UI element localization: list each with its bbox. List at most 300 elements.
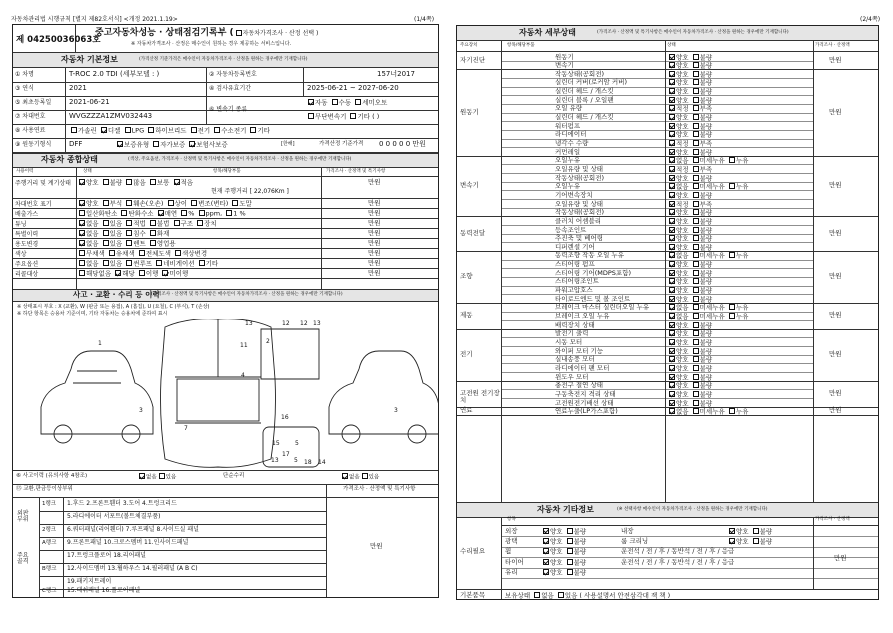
- checkbox[interactable]: [669, 313, 675, 319]
- checkbox[interactable]: [79, 200, 85, 206]
- checkbox[interactable]: [669, 218, 675, 224]
- svg-text:3: 3: [139, 407, 143, 414]
- checkbox[interactable]: [567, 569, 573, 575]
- other-item: 룸 크리닝: [621, 536, 649, 545]
- checkbox[interactable]: [669, 131, 675, 137]
- row-line: [501, 337, 813, 338]
- checkbox[interactable]: [103, 200, 109, 206]
- row-line: [13, 138, 439, 139]
- checkbox[interactable]: [693, 382, 699, 388]
- checkbox[interactable]: [669, 339, 675, 345]
- checkbox[interactable]: [669, 348, 675, 354]
- checkbox[interactable]: [729, 538, 735, 544]
- checkbox[interactable]: [669, 278, 675, 284]
- checkbox[interactable]: [693, 252, 699, 258]
- checkbox[interactable]: [153, 141, 159, 147]
- checkbox[interactable]: [729, 252, 735, 258]
- checkbox[interactable]: [693, 175, 699, 181]
- detail-status: 양호 불량: [667, 123, 712, 130]
- overall-col: 사용이력: [16, 169, 34, 174]
- checkbox[interactable]: [150, 179, 156, 185]
- checkbox[interactable]: [693, 391, 699, 397]
- checkbox[interactable]: [693, 209, 699, 215]
- checkbox[interactable]: [669, 175, 675, 181]
- checkbox[interactable]: [103, 179, 109, 185]
- checkbox[interactable]: [669, 296, 675, 302]
- document-number: 제 04250036063호: [16, 35, 101, 45]
- checkbox[interactable]: [669, 166, 675, 172]
- checkbox[interactable]: [156, 260, 162, 266]
- row-line: [501, 363, 813, 364]
- detail-status: 양호 불량: [667, 374, 712, 381]
- checkbox[interactable]: [693, 348, 699, 354]
- detail-status: 양호 불량: [667, 227, 712, 234]
- checkbox[interactable]: [79, 260, 85, 266]
- detail-item: 오일유량 및 상태: [555, 199, 604, 208]
- svg-text:13: 13: [271, 457, 279, 464]
- row-line: [501, 277, 813, 278]
- detail-item: 스티어링조인트: [555, 277, 599, 286]
- detail-status: 양호 불량: [667, 348, 712, 355]
- manwon-repair: 만원: [370, 542, 383, 550]
- rank-parts: 1.후드 2.프론트휀더 3.도어 4.트렁크리드: [67, 500, 177, 507]
- manwon: 만원: [368, 209, 381, 217]
- checkbox[interactable]: [669, 408, 675, 414]
- svg-text:14: 14: [318, 459, 326, 466]
- checkbox[interactable]: [669, 322, 675, 328]
- row-line: [501, 312, 813, 313]
- detail-item: 오일누유: [555, 156, 581, 165]
- row-line: [39, 524, 326, 525]
- manwon: 만원: [368, 259, 381, 267]
- checkbox[interactable]: [543, 548, 549, 554]
- checkbox[interactable]: [191, 127, 197, 133]
- checkbox[interactable]: [669, 149, 675, 155]
- checkbox[interactable]: [669, 374, 675, 380]
- other-item: 운전석 / 전 / 후 / 동반석 / 전 / 후 / 응급: [621, 547, 735, 556]
- checkbox[interactable]: [693, 123, 699, 129]
- svg-text:7: 7: [184, 425, 188, 432]
- checkbox[interactable]: [543, 528, 549, 534]
- checkbox[interactable]: [669, 391, 675, 397]
- checkbox[interactable]: [121, 210, 127, 216]
- checkbox[interactable]: [693, 322, 699, 328]
- checkbox[interactable]: [693, 304, 699, 310]
- row-line: [501, 268, 813, 269]
- detail-status: 없음 미세누유 누유: [667, 183, 748, 190]
- row-line: [501, 286, 813, 287]
- fuel-options: 가솔린 디젤 LPG 하이브리드 전기 수소전기 기타: [69, 127, 270, 134]
- checkbox[interactable]: [543, 538, 549, 544]
- checkbox[interactable]: [232, 200, 238, 206]
- detail-status: 양호 불량: [667, 218, 712, 225]
- checkbox[interactable]: [79, 230, 85, 236]
- price-value: 0 0 0 0 0 만원: [379, 140, 426, 148]
- detail-item: 작동상태(공회전): [555, 173, 605, 182]
- checkbox[interactable]: [693, 183, 699, 189]
- checkbox[interactable]: [669, 365, 675, 371]
- detail-item: 라디에이터 팬 모터: [555, 363, 610, 372]
- checkbox[interactable]: [103, 260, 109, 266]
- checkbox[interactable]: [693, 235, 699, 241]
- row-line: [39, 550, 326, 551]
- checkbox[interactable]: [729, 183, 735, 189]
- checkbox[interactable]: [101, 127, 107, 133]
- basic-value: T-ROC 2.0 TDI (세부모델 : ): [69, 70, 160, 78]
- detail-item: 작동상태(공회전): [555, 208, 605, 217]
- row-line: [501, 139, 813, 140]
- detail-item: 오일 유량: [555, 104, 583, 113]
- basic-label: ③ 연식: [15, 85, 34, 92]
- checkbox[interactable]: [669, 201, 675, 207]
- overall-col: 가격조사 · 산정액 및 특기사항: [326, 169, 386, 174]
- detail-status: 양호 불량: [667, 339, 712, 346]
- manwon: 만원: [368, 269, 381, 277]
- manwon: 만원: [368, 199, 381, 207]
- checkbox[interactable]: [693, 71, 699, 77]
- checkbox[interactable]: [150, 240, 156, 246]
- checkbox[interactable]: [669, 209, 675, 215]
- row-line: [501, 199, 813, 200]
- checkbox[interactable]: [71, 127, 77, 133]
- detail-item: 오일유량 및 상태: [555, 164, 604, 173]
- checkbox[interactable]: [199, 210, 205, 216]
- period-value: 2025-06-21 ~ 2027-06-20: [307, 84, 399, 92]
- other-item: 운전석 / 전 / 후 / 동반석 / 전 / 후 / 응급: [621, 557, 735, 566]
- detail-item: 클러치 어셈블리: [555, 216, 602, 225]
- price-service-checkbox[interactable]: [236, 30, 242, 36]
- checkbox[interactable]: [669, 304, 675, 310]
- checkbox[interactable]: [669, 400, 675, 406]
- detail-item: 냉각수 수량: [555, 139, 589, 147]
- checkbox[interactable]: [693, 149, 699, 155]
- detail-item: 기어변속장치: [555, 190, 593, 199]
- checkbox[interactable]: [308, 99, 314, 105]
- detail-item: 시동 모터: [555, 337, 583, 346]
- svg-text:15: 15: [272, 440, 280, 447]
- checkbox[interactable]: [693, 157, 699, 163]
- checkbox[interactable]: [139, 250, 145, 256]
- checkbox[interactable]: [126, 200, 132, 206]
- manwon: 만원: [368, 249, 381, 257]
- detail-status: 양호 불량: [667, 235, 712, 242]
- checkbox[interactable]: [669, 105, 675, 111]
- basic-items: 보유상태 없음 있음 ( 사용설명서 안전삼각대 잭 책 ): [505, 591, 671, 600]
- checkbox[interactable]: [693, 278, 699, 284]
- rank-label: 1랭크: [42, 501, 57, 507]
- checkbox[interactable]: [148, 127, 154, 133]
- checkbox[interactable]: [669, 97, 675, 103]
- detail-item: 등속조인트: [555, 225, 587, 234]
- other-status: 양호 불량: [727, 528, 772, 535]
- other-status: 양호 불량: [541, 538, 586, 545]
- row-line: [501, 121, 813, 122]
- detail-item: 워터펌프: [555, 121, 581, 130]
- detail-status: 양호 불량: [667, 244, 712, 251]
- checkbox[interactable]: [693, 244, 699, 250]
- overall-status: 없음 있음 적법 불법 구조 장치: [77, 220, 217, 227]
- checkbox[interactable]: [162, 270, 168, 276]
- checkbox[interactable]: [669, 244, 675, 250]
- svg-text:11: 11: [240, 342, 248, 349]
- checkbox[interactable]: [693, 201, 699, 207]
- checkbox[interactable]: [669, 192, 675, 198]
- detail-status: 양호 불량: [667, 192, 712, 199]
- other-col: 가격조사 · 산정액: [815, 517, 850, 522]
- checkbox[interactable]: [693, 114, 699, 120]
- detail-group: 제동: [460, 310, 473, 319]
- checkbox[interactable]: [543, 559, 549, 565]
- checkbox[interactable]: [669, 123, 675, 129]
- detail-status: 양호 불량: [667, 382, 712, 389]
- row-line: [501, 182, 813, 183]
- row-line: [13, 124, 439, 125]
- checkbox[interactable]: [174, 179, 180, 185]
- other-status: 양호 불량: [727, 538, 772, 545]
- trans-options: 자동 수동 세미오토: [306, 99, 387, 106]
- checkbox[interactable]: [693, 365, 699, 371]
- section-note-other: (※ 선택사항 매수인이 자동차가격조사 · 산정을 원하는 경우에만 기재합니다): [617, 507, 768, 512]
- checkbox[interactable]: [693, 374, 699, 380]
- checkbox[interactable]: [669, 54, 675, 60]
- checkbox[interactable]: [79, 240, 85, 246]
- checkbox[interactable]: [79, 250, 85, 256]
- checkbox[interactable]: [139, 270, 145, 276]
- warranty-options: 보증유형 자가보증 보험사보증: [115, 141, 228, 148]
- checkbox[interactable]: [197, 220, 203, 226]
- checkbox[interactable]: [567, 528, 573, 534]
- checkbox[interactable]: [126, 260, 132, 266]
- detail-item: 라디에이터: [555, 130, 587, 139]
- checkbox[interactable]: [753, 528, 759, 534]
- checkbox[interactable]: [150, 220, 156, 226]
- col-line: [65, 68, 66, 152]
- overall-status: 양호 부식 훼손(오손) 상이 변조(변타) 도말: [77, 200, 252, 207]
- checkbox[interactable]: [669, 62, 675, 68]
- checkbox[interactable]: [693, 105, 699, 111]
- row-line: [457, 589, 879, 590]
- checkbox[interactable]: [158, 210, 164, 216]
- checkbox[interactable]: [753, 538, 759, 544]
- checkbox[interactable]: [669, 71, 675, 77]
- detail-item: 구동축전지 격리 상태: [555, 389, 616, 398]
- row-line: [501, 234, 813, 235]
- checkbox[interactable]: [103, 230, 109, 236]
- checkbox[interactable]: [669, 270, 675, 276]
- checkbox[interactable]: [693, 296, 699, 302]
- checkbox[interactable]: [669, 88, 675, 94]
- detail-item: 추진축 및 베어링: [555, 234, 604, 243]
- checkbox[interactable]: [669, 330, 675, 336]
- svg-text:3: 3: [394, 407, 398, 414]
- checkbox[interactable]: [109, 250, 115, 256]
- detail-status: 양호 불량: [667, 278, 712, 285]
- checkbox[interactable]: [693, 166, 699, 172]
- checkbox[interactable]: [669, 287, 675, 293]
- checkbox[interactable]: [355, 99, 361, 105]
- rank-label: A랭크: [42, 540, 57, 546]
- checkbox[interactable]: [729, 313, 735, 319]
- checkbox[interactable]: [693, 313, 699, 319]
- section-note-basic: (가격산정 기준가격은 매수인이 자동차가격조사 · 산정을 원하는 경우에만 기재합니다): [139, 57, 308, 62]
- checkbox[interactable]: [693, 131, 699, 137]
- checkbox[interactable]: [115, 270, 121, 276]
- checkbox[interactable]: [693, 356, 699, 362]
- row-line: [39, 511, 326, 512]
- checkbox[interactable]: [181, 210, 187, 216]
- checkbox[interactable]: [669, 261, 675, 267]
- checkbox[interactable]: [214, 127, 220, 133]
- checkbox[interactable]: [226, 210, 232, 216]
- checkbox[interactable]: [693, 62, 699, 68]
- other-item: 휠: [505, 547, 512, 556]
- detail-status: 양호 불량: [667, 149, 712, 156]
- detail-item: 타이로드엔드 및 볼 조인트: [555, 294, 631, 303]
- svg-text:12: 12: [282, 320, 290, 327]
- row-line: [39, 537, 326, 538]
- other-item: 유리: [505, 568, 518, 577]
- detail-item: 배력장치 상태: [555, 320, 595, 329]
- detail-status: 양호 불량: [667, 175, 712, 182]
- checkbox[interactable]: [669, 382, 675, 388]
- checkbox[interactable]: [669, 252, 675, 258]
- odometer: 현재 주행거리 [ 22,076Km ]: [211, 188, 289, 195]
- rank-parts: 5.라디에이터 서포트(볼트체결부품): [67, 513, 161, 520]
- detail-item: 스티어링 기어(MDPS포함): [555, 268, 632, 277]
- checkbox[interactable]: [150, 230, 156, 236]
- checkbox[interactable]: [126, 220, 132, 226]
- row-line: [501, 578, 879, 579]
- checkbox[interactable]: [729, 408, 735, 414]
- checkbox[interactable]: [693, 97, 699, 103]
- checkbox[interactable]: [117, 141, 123, 147]
- rank-label: C랭크: [42, 588, 57, 594]
- checkbox[interactable]: [543, 569, 549, 575]
- checkbox[interactable]: [729, 157, 735, 163]
- overall-item: 주행거리 및 계기상태: [15, 180, 71, 187]
- checkbox[interactable]: [693, 330, 699, 336]
- checkbox[interactable]: [693, 227, 699, 233]
- checkbox[interactable]: [693, 140, 699, 146]
- row-line: [13, 82, 439, 83]
- group-line: [457, 415, 879, 416]
- checkbox[interactable]: [79, 179, 85, 185]
- checkbox[interactable]: [126, 240, 132, 246]
- basic-value: 2021-06-21: [69, 98, 110, 106]
- checkbox[interactable]: [350, 113, 356, 119]
- checkbox[interactable]: [669, 227, 675, 233]
- checkbox[interactable]: [693, 54, 699, 60]
- checkbox[interactable]: [567, 559, 573, 565]
- checkbox[interactable]: [669, 140, 675, 146]
- row-line: [501, 525, 879, 526]
- detail-group: 변속기: [460, 181, 479, 190]
- price-label: 가격산정 기준가격: [319, 141, 364, 147]
- checkbox[interactable]: [669, 356, 675, 362]
- row-line: [501, 294, 813, 295]
- basic-value: DFF: [69, 140, 83, 148]
- row-line: [13, 278, 439, 279]
- detail-status: 양호 불량: [667, 97, 712, 104]
- checkbox[interactable]: [79, 210, 85, 216]
- checkbox[interactable]: [558, 592, 564, 598]
- checkbox[interactable]: [729, 304, 735, 310]
- checkbox[interactable]: [174, 220, 180, 226]
- detail-item: 브레이크 마스터 실린더오일 누유: [555, 303, 650, 312]
- checkbox[interactable]: [103, 240, 109, 246]
- section-title-overall: 자동차 종합상태: [41, 155, 98, 164]
- checkbox[interactable]: [693, 270, 699, 276]
- checkbox[interactable]: [669, 114, 675, 120]
- checkbox[interactable]: [79, 220, 85, 226]
- overall-item: 배출가스: [15, 211, 39, 218]
- checkbox[interactable]: [693, 400, 699, 406]
- checkbox[interactable]: [693, 218, 699, 224]
- simple-repair-options: 없음 있음: [340, 473, 379, 481]
- overall-item: 주요옵션: [15, 261, 39, 268]
- overall-status: 해당없음 해당 이행 미이행: [77, 270, 188, 277]
- checkbox[interactable]: [189, 141, 195, 147]
- checkbox[interactable]: [126, 230, 132, 236]
- row-line: [501, 225, 813, 226]
- row-line: [501, 190, 813, 191]
- checkbox[interactable]: [175, 250, 181, 256]
- checkbox[interactable]: [567, 548, 573, 554]
- svg-text:17: 17: [282, 451, 290, 458]
- checkbox[interactable]: [693, 192, 699, 198]
- checkbox[interactable]: [693, 261, 699, 267]
- row-line: [501, 346, 813, 347]
- checkbox[interactable]: [567, 538, 573, 544]
- exterior-label: 외판 부위: [17, 510, 29, 523]
- checkbox[interactable]: [191, 200, 197, 206]
- checkbox[interactable]: [332, 99, 338, 105]
- manwon: 만원: [368, 178, 381, 186]
- row-line: [39, 563, 326, 564]
- checkbox[interactable]: [669, 235, 675, 241]
- checkbox[interactable]: [669, 183, 675, 189]
- col-line: [206, 68, 207, 124]
- checkbox[interactable]: [308, 113, 314, 119]
- detail-status: 적정 부족: [667, 166, 712, 173]
- checkbox[interactable]: [199, 260, 205, 266]
- checkbox[interactable]: [250, 127, 256, 133]
- checkbox[interactable]: [693, 287, 699, 293]
- checkbox[interactable]: [125, 127, 131, 133]
- detail-status: 양호 불량: [667, 330, 712, 337]
- section-title-detail: 자동차 세부상태: [519, 28, 576, 37]
- checkbox[interactable]: [126, 179, 132, 185]
- rank-parts: 17.트렁크플로어 18.리어패널: [67, 552, 146, 559]
- checkbox[interactable]: [693, 79, 699, 85]
- checkbox[interactable]: [669, 157, 675, 163]
- overall-status: 일산화탄소 탄화수소 매연 % ppm, 1 %: [77, 210, 246, 217]
- detail-status: 양호 불량: [667, 209, 712, 216]
- row-line: [501, 95, 813, 96]
- checkbox[interactable]: [693, 88, 699, 94]
- svg-text:13: 13: [313, 320, 321, 327]
- checkbox[interactable]: [729, 528, 735, 534]
- checkbox[interactable]: [168, 200, 174, 206]
- checkbox[interactable]: [693, 408, 699, 414]
- checkbox[interactable]: [79, 270, 85, 276]
- checkbox[interactable]: [669, 79, 675, 85]
- checkbox[interactable]: [103, 220, 109, 226]
- other-item: 타이어: [505, 557, 524, 566]
- checkbox[interactable]: [693, 339, 699, 345]
- rank-parts: 15.대쉬패널 16.플로어패널: [67, 587, 141, 594]
- checkbox[interactable]: [534, 592, 540, 598]
